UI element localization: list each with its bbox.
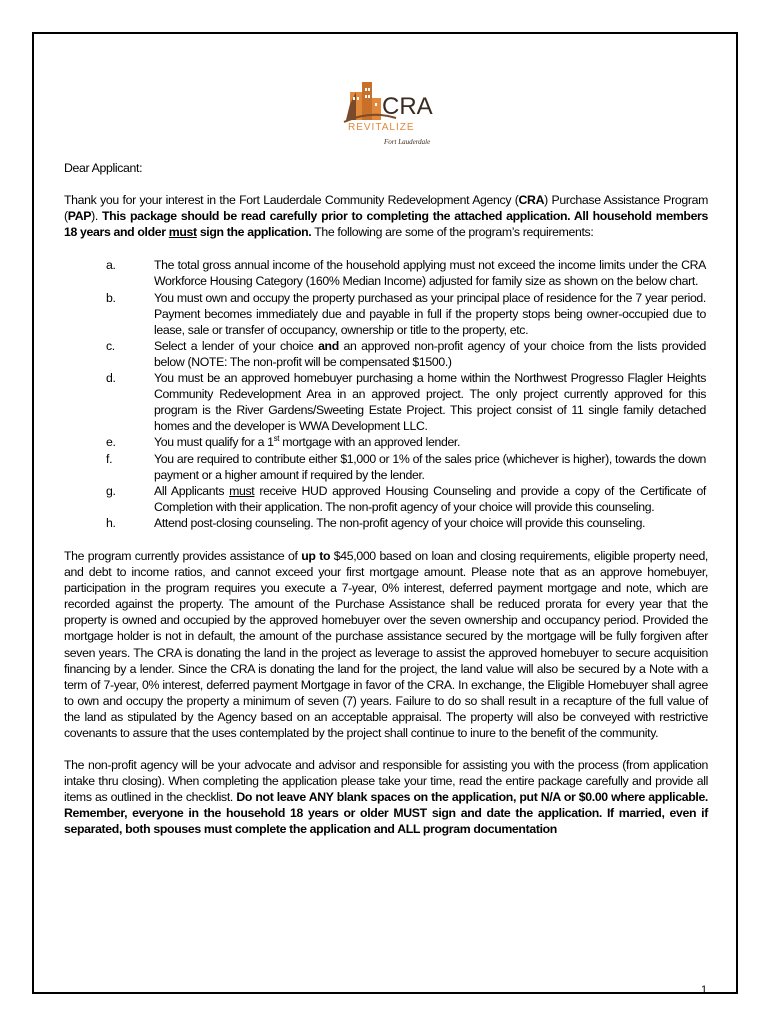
assistance-paragraph	[64, 548, 708, 741]
warning-bold-text: Do not leave ANY blank spaces on the application, put N/A or $0.00 where applicable. Remember, everyone in the household 18 years or older MUST sign and date the application. If married, even if separated, both spouses must complete the application and ALL program documentation	[64, 790, 709, 837]
intro-bold-text: sign the application.	[196, 225, 312, 240]
logo-subtext: REVITALIZE	[348, 122, 415, 133]
intro-bold-text: This package should be read carefully prior to completing the attached application. All household members 18 years and older	[64, 209, 708, 240]
up-to-bold: up to	[301, 548, 331, 563]
paragraph-text: $45,000 based on loan and closing requirements, eligible property need, and debt to income ratios, and cannot exceed your first mortgage amount. Please note that as an approve homebuyer, participation in the program requires you execute a 7-year, 0% interest, deferred payment mortgage and note, which are recorded against the property. The amount of the Purchase Assistance shall be reduced prorata for every year that the property is owned and occupied by the approved homebuyer over the seven ownership and occupancy period. Provided the mortgage holder is not in default, the amount of the purchase assistance secured by the mortgage will be fully forgiven after seven years. The CRA is donating the land in the project as leverage to assist the approved homebuyer to secure acquisition financing by a lender. Since the CRA is donating the land for the project, the land value will also be secured by a Note with a term of 7-year, 0% interest, deferred payment Mortgage in favor of the CRA. In exchange, the Eligible Homebuyer shall agree to own and occupy the property a minimum of seven (7) years. Failure to do so shall result in a recapture of the full value of the land as stipulated by the Agency based on an acceptable appraisal. The property will also be conveyed with restrictive covenants to assure that the uses contemplated by the project shall continue to inure to the benefit of the community.	[64, 548, 709, 740]
requirement-letter: d.	[106, 371, 116, 386]
requirement-text: You are required to contribute either $1,000 or 1% of the sales price (whichever is higher), towards the down payment or a higher amount if required by the lender.	[154, 451, 706, 482]
requirement-letter: e.	[106, 435, 116, 450]
requirement-text-part: receive HUD approved Housing Counseling and provide a copy of the Certificate of Completion with their application. The non-profit agency of your choice will provide this counseling.	[154, 483, 707, 514]
requirement-item	[64, 370, 708, 434]
requirement-item	[64, 434, 708, 450]
requirement-item	[64, 338, 708, 370]
intro-text: ).	[91, 209, 102, 224]
intro-text: The following are some of the program’s requirements:	[311, 225, 594, 240]
requirement-text-part: an approved non-profit agency of your choice from the lists provided below (NOTE: The non-profit will be compensated $1500.)	[154, 338, 707, 369]
salutation: Dear Applicant:	[64, 161, 143, 175]
logo-text: CRA	[382, 93, 433, 120]
page-number: 1	[701, 984, 708, 996]
requirement-text: You must be an approved homebuyer purchasing a home within the Northwest Progresso Flagler Heights Community Redevelopment Area in an approved project. The only project currently approved for this program is the River Gardens/Sweeting Estate Project. This project consist of 11 single family detached homes and the developer is WWA Development LLC.	[154, 371, 706, 434]
cra-acronym: CRA	[518, 193, 545, 208]
and-bold: and	[318, 338, 339, 353]
nonprofit-paragraph	[64, 757, 708, 837]
requirement-item	[64, 451, 708, 483]
letter-body	[64, 160, 708, 854]
requirement-item	[64, 290, 708, 338]
intro-text: Thank you for your interest in the Fort Lauderdale Community Redevelopment Agency (	[64, 193, 519, 208]
logo-city: Fort Lauderdale	[384, 138, 431, 146]
requirement-letter: g.	[106, 483, 116, 498]
pap-acronym: PAP	[67, 209, 92, 224]
requirement-item	[64, 483, 708, 515]
requirement-letter: b.	[106, 290, 116, 305]
requirements-list	[64, 257, 708, 531]
requirement-letter: a.	[106, 258, 116, 273]
must-underlined: must	[168, 225, 197, 240]
intro-text: ) Purchase Assistance Program (	[64, 193, 708, 224]
intro-paragraph	[64, 192, 708, 240]
cra-logo	[340, 70, 440, 150]
requirement-text-part: Select a lender of your choice	[154, 338, 319, 353]
requirement-letter: f.	[106, 451, 113, 466]
requirement-text-part: mortgage with an approved lender.	[279, 435, 461, 450]
requirement-item	[64, 257, 708, 289]
requirement-text-part: All Applicants	[154, 483, 230, 498]
requirement-text	[154, 434, 708, 450]
paragraph-text: The program currently provides assistance of	[64, 548, 302, 563]
ordinal-suffix: st	[273, 434, 280, 444]
requirement-text: The total gross annual income of the household applying must not exceed the income limits under the CRA Workforce Housing Category (160% Median Income) adjusted for family size as shown on the below chart.	[154, 258, 706, 289]
requirement-text	[154, 338, 708, 370]
requirement-letter: h.	[106, 515, 116, 530]
requirement-text: Attend post-closing counseling. The non-profit agency of your choice will provide this counseling.	[154, 515, 646, 530]
requirement-letter: c.	[106, 338, 115, 353]
requirement-text: You must own and occupy the property purchased as your principal place of residence for the 7 year period. Payment becomes immediately due and payable in full if the property stops being owner-occupied due to lease, sale or transfer of occupancy, ownership or title to the property, etc.	[154, 290, 706, 337]
requirement-item	[64, 515, 708, 531]
requirement-text	[154, 483, 708, 515]
must-underlined: must	[229, 483, 255, 498]
requirement-text-part: You must qualify for a 1	[154, 435, 274, 450]
paragraph-text: The non-profit agency will be your advocate and advisor and responsible for assisting you with the process (from application intake thru closing). When completing the application please take your time, read the entire package carefully and provide all items as outlined in the checklist.	[64, 758, 708, 805]
